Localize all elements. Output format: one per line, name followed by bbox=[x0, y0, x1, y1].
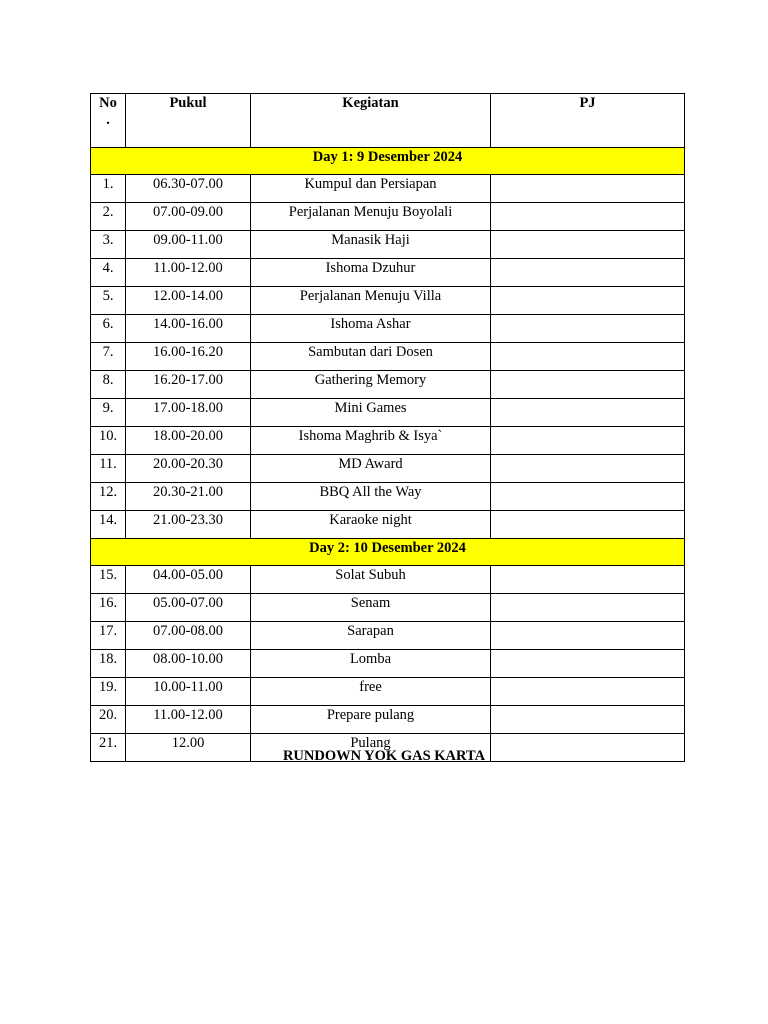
cell-kegiatan: Prepare pulang bbox=[251, 706, 491, 734]
cell-kegiatan: Mini Games bbox=[251, 399, 491, 427]
table-row bbox=[91, 287, 685, 315]
cell-pukul: 17.00-18.00 bbox=[126, 399, 251, 427]
cell-no: 8. bbox=[91, 371, 126, 399]
cell-pj bbox=[491, 483, 685, 511]
table-row bbox=[91, 483, 685, 511]
cell-no: 18. bbox=[91, 650, 126, 678]
cell-kegiatan: Lomba bbox=[251, 650, 491, 678]
table-row bbox=[91, 399, 685, 427]
table-row bbox=[91, 511, 685, 539]
cell-pukul: 07.00-09.00 bbox=[126, 203, 251, 231]
header-no bbox=[91, 94, 126, 148]
table-row bbox=[91, 566, 685, 594]
cell-pj bbox=[491, 259, 685, 287]
cell-no: 16. bbox=[91, 594, 126, 622]
cell-no: 11. bbox=[91, 455, 126, 483]
cell-pj bbox=[491, 427, 685, 455]
header-kegiatan: Kegiatan bbox=[251, 94, 491, 148]
cell-pj bbox=[491, 315, 685, 343]
cell-pukul: 12.00-14.00 bbox=[126, 287, 251, 315]
cell-no: 21. bbox=[91, 734, 126, 762]
cell-pj bbox=[491, 455, 685, 483]
cell-kegiatan: Ishoma Maghrib & Isya` bbox=[251, 427, 491, 455]
cell-pj bbox=[491, 511, 685, 539]
cell-no: 14. bbox=[91, 511, 126, 539]
table-row bbox=[91, 650, 685, 678]
cell-no: 5. bbox=[91, 287, 126, 315]
cell-pukul: 20.30-21.00 bbox=[126, 483, 251, 511]
table-row bbox=[91, 259, 685, 287]
cell-no: 9. bbox=[91, 399, 126, 427]
cell-pukul: 21.00-23.30 bbox=[126, 511, 251, 539]
document-title: RUNDOWN YOK GAS KARTA bbox=[282, 748, 486, 764]
cell-kegiatan: Ishoma Dzuhur bbox=[251, 259, 491, 287]
cell-pj bbox=[491, 706, 685, 734]
day2-heading-row bbox=[91, 539, 685, 566]
cell-pukul: 07.00-08.00 bbox=[126, 622, 251, 650]
table-row bbox=[91, 343, 685, 371]
cell-pukul: 08.00-10.00 bbox=[126, 650, 251, 678]
cell-pj bbox=[491, 566, 685, 594]
cell-no: 12. bbox=[91, 483, 126, 511]
day1-heading: Day 1: 9 Desember 2024 bbox=[91, 148, 685, 175]
cell-pukul: 10.00-11.00 bbox=[126, 678, 251, 706]
header-pj: PJ bbox=[491, 94, 685, 148]
cell-pj bbox=[491, 678, 685, 706]
cell-kegiatan: MD Award bbox=[251, 455, 491, 483]
cell-no: 6. bbox=[91, 315, 126, 343]
cell-pj bbox=[491, 650, 685, 678]
cell-pukul: 11.00-12.00 bbox=[126, 259, 251, 287]
cell-kegiatan: Sambutan dari Dosen bbox=[251, 343, 491, 371]
cell-pj bbox=[491, 175, 685, 203]
table-header-row bbox=[91, 94, 685, 148]
cell-kegiatan: Sarapan bbox=[251, 622, 491, 650]
cell-kegiatan: Manasik Haji bbox=[251, 231, 491, 259]
cell-kegiatan: Kumpul dan Persiapan bbox=[251, 175, 491, 203]
cell-pukul: 06.30-07.00 bbox=[126, 175, 251, 203]
table-row bbox=[91, 371, 685, 399]
cell-kegiatan: Ishoma Ashar bbox=[251, 315, 491, 343]
table-row bbox=[91, 678, 685, 706]
cell-kegiatan: Solat Subuh bbox=[251, 566, 491, 594]
cell-pj bbox=[491, 231, 685, 259]
header-no-line1: No bbox=[99, 95, 117, 111]
table-row bbox=[91, 175, 685, 203]
cell-no: 19. bbox=[91, 678, 126, 706]
cell-no: 10. bbox=[91, 427, 126, 455]
cell-pj bbox=[491, 594, 685, 622]
cell-pukul: 18.00-20.00 bbox=[126, 427, 251, 455]
cell-pukul: 16.20-17.00 bbox=[126, 371, 251, 399]
day1-heading-row bbox=[91, 148, 685, 175]
day2-heading: Day 2: 10 Desember 2024 bbox=[91, 539, 685, 566]
cell-kegiatan: free bbox=[251, 678, 491, 706]
cell-kegiatan: Perjalanan Menuju Villa bbox=[251, 287, 491, 315]
table-body bbox=[91, 148, 685, 762]
cell-kegiatan: Pulang bbox=[251, 734, 491, 762]
table-row bbox=[91, 455, 685, 483]
table-row bbox=[91, 427, 685, 455]
cell-kegiatan: Perjalanan Menuju Boyolali bbox=[251, 203, 491, 231]
cell-no: 2. bbox=[91, 203, 126, 231]
cell-kegiatan: BBQ All the Way bbox=[251, 483, 491, 511]
cell-pukul: 05.00-07.00 bbox=[126, 594, 251, 622]
header-no-line2: . bbox=[106, 112, 110, 128]
cell-pj bbox=[491, 622, 685, 650]
cell-pukul: 14.00-16.00 bbox=[126, 315, 251, 343]
table-row bbox=[91, 706, 685, 734]
table-row bbox=[91, 203, 685, 231]
cell-kegiatan: Karaoke night bbox=[251, 511, 491, 539]
cell-pj bbox=[491, 399, 685, 427]
cell-pukul: 04.00-05.00 bbox=[126, 566, 251, 594]
cell-pukul: 09.00-11.00 bbox=[126, 231, 251, 259]
cell-kegiatan: Gathering Memory bbox=[251, 371, 491, 399]
cell-no: 17. bbox=[91, 622, 126, 650]
table-row bbox=[91, 231, 685, 259]
cell-pukul: 11.00-12.00 bbox=[126, 706, 251, 734]
table-row bbox=[91, 622, 685, 650]
table-row bbox=[91, 594, 685, 622]
cell-pukul: 12.00 bbox=[126, 734, 251, 762]
table-row bbox=[91, 315, 685, 343]
cell-no: 1. bbox=[91, 175, 126, 203]
cell-pukul: 16.00-16.20 bbox=[126, 343, 251, 371]
cell-no: 4. bbox=[91, 259, 126, 287]
cell-pj bbox=[491, 203, 685, 231]
cell-pukul: 20.00-20.30 bbox=[126, 455, 251, 483]
cell-no: 7. bbox=[91, 343, 126, 371]
cell-no: 20. bbox=[91, 706, 126, 734]
cell-kegiatan: Senam bbox=[251, 594, 491, 622]
cell-no: 15. bbox=[91, 566, 126, 594]
cell-pj bbox=[491, 343, 685, 371]
rundown-table bbox=[90, 93, 685, 762]
cell-no: 3. bbox=[91, 231, 126, 259]
header-pukul: Pukul bbox=[126, 94, 251, 148]
cell-pj bbox=[491, 287, 685, 315]
cell-pj bbox=[491, 371, 685, 399]
